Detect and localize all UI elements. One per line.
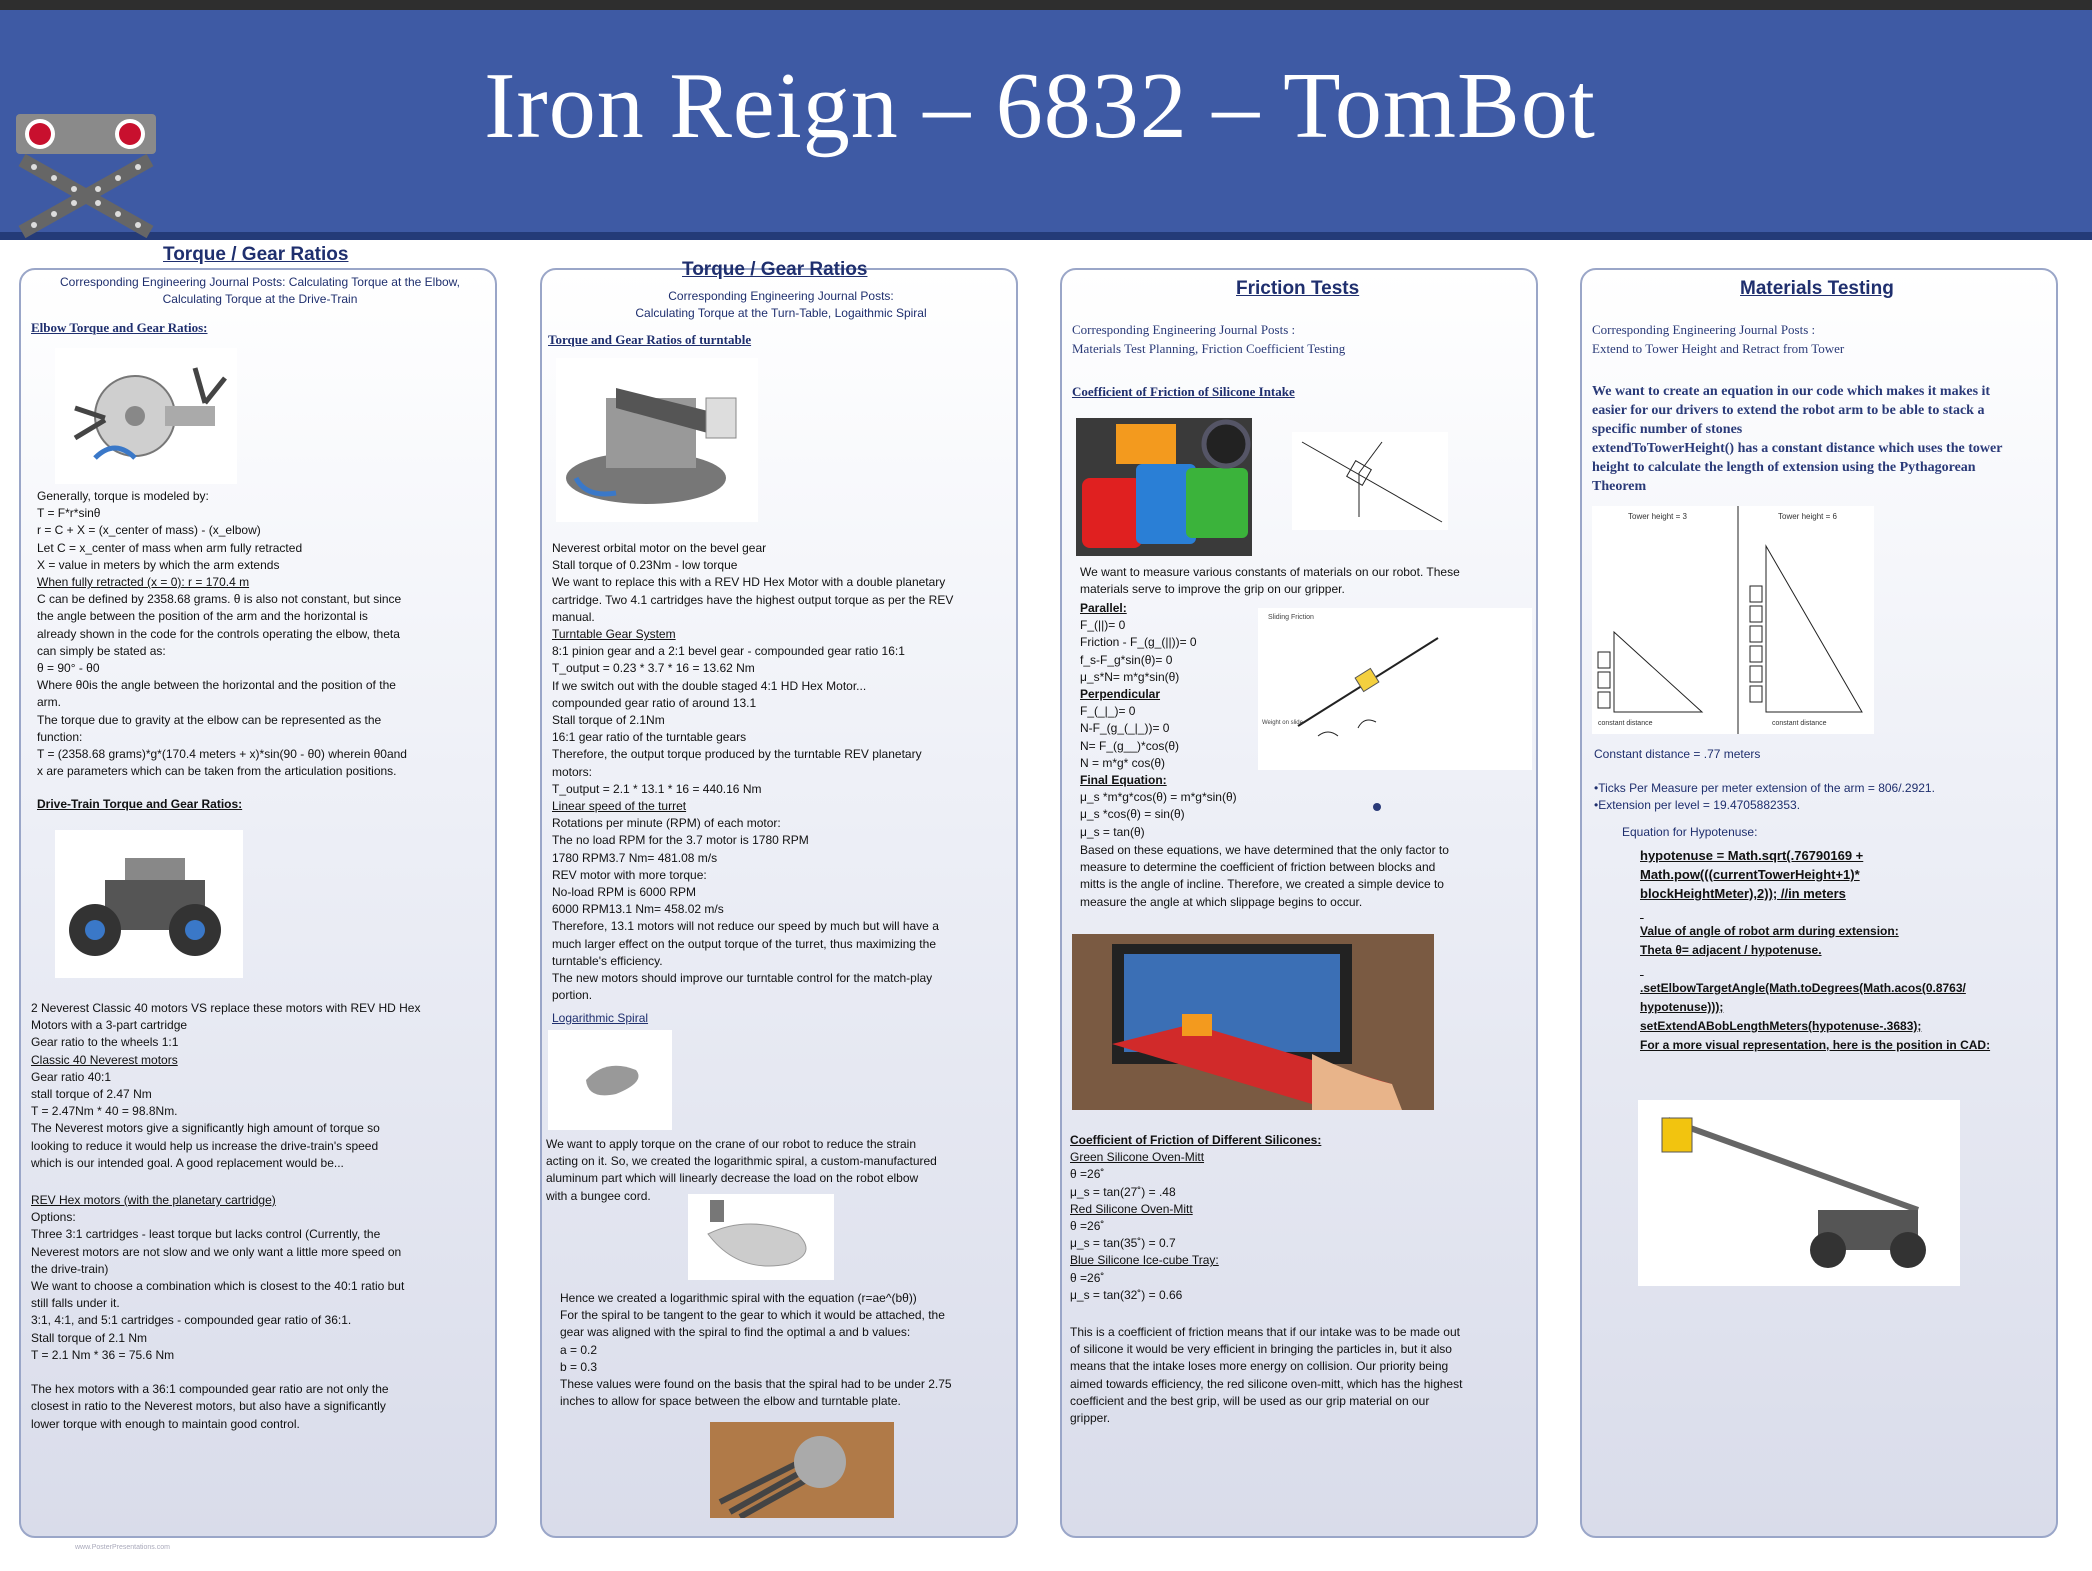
spiral-photo [710,1422,894,1518]
sliding-friction-note: Weight on slide [1262,720,1303,726]
tower-right-distance-label: constant distance [1772,720,1827,727]
incline-diagram [1292,432,1448,530]
code-snippet: hypotenuse = Math.sqrt(.76790169 + Math.pow(((currentTowerHeight+1)* blockHeightMeter),2)); //in meters Value of angle of robot arm during extension: Theta θ= adjacent / hypotenuse. .setElbowTargetAngle(Math.toDegrees(Math.acos(0.8763/ hypotenuse))); setExtendABobLengthMeters(hypotenuse-.3683); For a more visual representation, here is the position in CAD: [1640,848,1991,1052]
hypotenuse-label: Equation for Hypotenuse: [1622,825,1758,839]
tower-left-label: Tower height = 3 [1628,512,1687,521]
friction-conclusion: This is a coefficient of friction means that if our intake was to be made out of silicone it would be very efficient in bringing the particles in, but it also means that the intake loses more energy on collision. Our priority being aimed towards efficiency, the red silicone oven-mitt, which has the highest coefficient and the best grip, will be used as our grip material on our gripper. [1070,1325,1463,1426]
team-logo-icon [10,110,160,240]
tower-left-distance-label: constant distance [1598,720,1653,727]
bullet-dot [1373,803,1381,811]
spiral-part-image [548,1030,672,1130]
tower-height-diagram [1592,506,1874,734]
poster-title: Iron Reign – 6832 – TomBot [484,54,1596,158]
drive-train-image [55,830,243,978]
col3-panel [1060,268,1538,1538]
turntable-text: Neverest orbital motor on the bevel gear Stall torque of 0.23Nm - low torque We want to replace this with a REV HD Hex Motor with a double planetary cartridge. Two 4.1 cartridges have the highest output torque as per the REV manual. Turntable Gear System 8:1 pinion gear and a 2:1 bevel gear - compounded gear ratio 16:1 T_output = 0.23 * 3.7 * 16 = 13.62 Nm If we switch out with the double staged 4:1 HD Hex Motor... compounded gear ratio of around 13.1 Stall torque of 2.1Nm 16:1 gear ratio of the turntable gears Therefore, the output torque produced by the turntable REV planetary motors: T_output = 2.1 * 13.1 * 16 = 440.16 Nm Linear speed of the turret Rotations per minute (RPM) of each motor: The no load RPM for the 3.7 motor is 1780 RPM 1780 RPM3.7 Nm= 481.08 m/s REV motor with more torque: No-load RPM is 6000 RPM 6000 RPM13.1 Nm= 458.02 m/s Therefore, 13.1 motors will not reduce our speed by much but will have a much larger effect on the output torque of the turret, thus maximizing the turntable's efficiency. The new motors should improve our turntable control for the match-play portion. [552,541,954,1003]
turntable-heading: Torque and Gear Ratios of turntable [548,332,752,347]
col1-title: Torque / Gear Ratios [163,244,349,265]
spiral-text: We want to apply torque on the crane of our robot to reduce the strain acting on it. So, we created the logarithmic spiral, a custom-manufactured aluminum part which will linearly decrease the load on the robot elbow with a bungee cord. [546,1137,937,1203]
constant-distance: Constant distance = .77 meters [1594,747,1761,761]
coef-heading: Coefficient of Friction of Silicone Intake [1072,384,1295,399]
turntable-image [556,358,758,522]
spiral-heading: Logarithmic Spiral [552,1011,649,1025]
drive-heading: Drive-Train Torque and Gear Ratios: [37,797,243,811]
silicone-coefficients: Coefficient of Friction of Different Silicones: Green Silicone Oven-Mitt θ =26˚ μ_s = tan(27˚) = .48 Red Silicone Oven-Mitt θ =26˚ μ_s = tan(35˚) = 0.7 Blue Silicone Ice-cube Tray: θ =26˚ μ_s = tan(32˚) = 0.66 [1070,1133,1322,1302]
friction-equations: Parallel: F_(||)= 0 Friction - F_(g_(||))= 0 f_s-F_g*sin(θ)= 0 μ_s*N= m*g*sin(θ) Perpendicular F_(_|_)= 0 N-F_(g_(_|_))= 0 N= F_(g__)*cos(θ) N = m*g* cos(θ) Final Equation: μ_s *m*g*cos(θ) = m*g*sin(θ) μ_s *cos(θ) = sin(θ) μ_s = tan(θ) [1080,601,1237,839]
elbow-gear-image [55,348,237,484]
cad-robot-image [1638,1100,1960,1286]
elbow-heading: Elbow Torque and Gear Ratios: [31,320,208,335]
col4-panel [1580,268,2058,1538]
rev-text: REV Hex motors (with the planetary cartridge) Options: Three 3:1 cartridges - least torque but lacks control (Currently, the Neverest motors are not slow and we only want a little more speed on the drive-train) We want to choose a combination which is closest to the 40:1 ratio but still falls under it. 3:1, 4:1, and 5:1 cartridges - compounded gear ratio of 36:1. Stall torque of 2.1 Nm T = 2.1 Nm * 36 = 75.6 Nm The hex motors with a 36:1 compounded gear ratio are not only the closest in ratio to the Neverest motors, but also have a significantly lower torque with enough to maintain good control. [31,1193,405,1431]
spiral-cad-image [688,1194,834,1280]
tick-measures: •Ticks Per Measure per meter extension of the arm = 806/.2921. •Extension per level = 19.4705882353. [1594,781,1935,813]
col2-panel [540,268,1018,1538]
col4-intro: We want to create an equation in our code which makes it makes it easier for our drivers to extend the robot arm to be able to stack a specific number of stones extendToTowerHeight() has a constant distance which uses the tower height to calculate the length of extension using the Pythagorean Theorem [1592,384,2003,494]
friction-intro: We want to measure various constants of materials on our robot. These materials serve to improve the grip on our gripper. [1080,565,1460,597]
sliding-friction-diagram [1258,608,1532,770]
col1-panel [19,268,497,1538]
spiral-text-2: Hence we created a logarithmic spiral with the equation (r=ae^(bθ)) For the spiral to be tangent to the gear to which it would be attached, the gear was aligned with the spiral to find the optimal a and b values: a = 0.2 b = 0.3 These values were found on the basis that the spiral had to be under 2.75 inches to allow for space between the elbow and turntable plate. [560,1291,952,1409]
sliding-friction-label: Sliding Friction [1268,614,1314,621]
col3-subtitle: Corresponding Engineering Journal Posts : Materials Test Planning, Friction Coefficient Testing [1072,322,1346,356]
col1-subtitle: Corresponding Engineering Journal Posts: Calculating Torque at the Elbow, Calculating Torque at the Drive-Train [59,275,461,306]
col4-subtitle: Corresponding Engineering Journal Posts : Extend to Tower Height and Retract from Tower [1592,322,1845,356]
drive-text: 2 Neverest Classic 40 motors VS replace these motors with REV HD Hex Motors with a 3-part cartridge Gear ratio to the wheels 1:1 Classic 40 Neverest motors Gear ratio 40:1 stall torque of 2.47 Nm T = 2.47Nm * 40 = 98.8Nm. The Neverest motors give a significantly high amount of torque so looking to reduce it would help us increase the drive-train's speed which is our intended goal. A good replacement would be... [31,1001,421,1170]
window-top-bar [0,0,2092,10]
tower-right-label: Tower height = 6 [1778,512,1837,521]
friction-device-photo [1072,934,1434,1110]
col2-title: Torque / Gear Ratios [682,259,868,280]
col2-subtitle: Corresponding Engineering Journal Posts: Calculating Torque at the Turn-Table, Logaithmic Spiral [635,289,927,320]
friction-analysis: Based on these equations, we have determined that the only factor to measure to determine the coefficient of friction between blocks and mitts is the angle of incline. Therefore, we created a simple device to measure the angle at which slippage begins to occur. [1080,843,1449,909]
elbow-text: Generally, torque is modeled by: T = F*r*sinθ r = C + X = (x_center of mass) - (x_elbow) Let C = x_center of mass when arm fully retracted X = value in meters by which the arm extends When fully retracted (x = 0): r = 170.4 m C can be defined by 2358.68 grams. θ is also not constant, but since the angle between the position of the arm and the horizontal is already shown in the code for the controls operating the elbow, theta can simply be stated as: θ = 90° - θ0 Where θ0is the angle between the horizontal and the position of the arm. The torque due to gravity at the elbow can be represented as the function: T = (2358.68 grams)*g*(170.4 meters + x)*sin(90 - θ0) wherein θ0and x are parameters which can be taken from the articulation positions. [37,489,407,779]
footer-note: www.PosterPresentations.com [75,1544,170,1551]
silicone-samples-photo [1076,418,1252,556]
poster-header [0,10,2092,240]
col4-title: Materials Testing [1740,278,1894,299]
col3-title: Friction Tests [1236,278,1360,299]
